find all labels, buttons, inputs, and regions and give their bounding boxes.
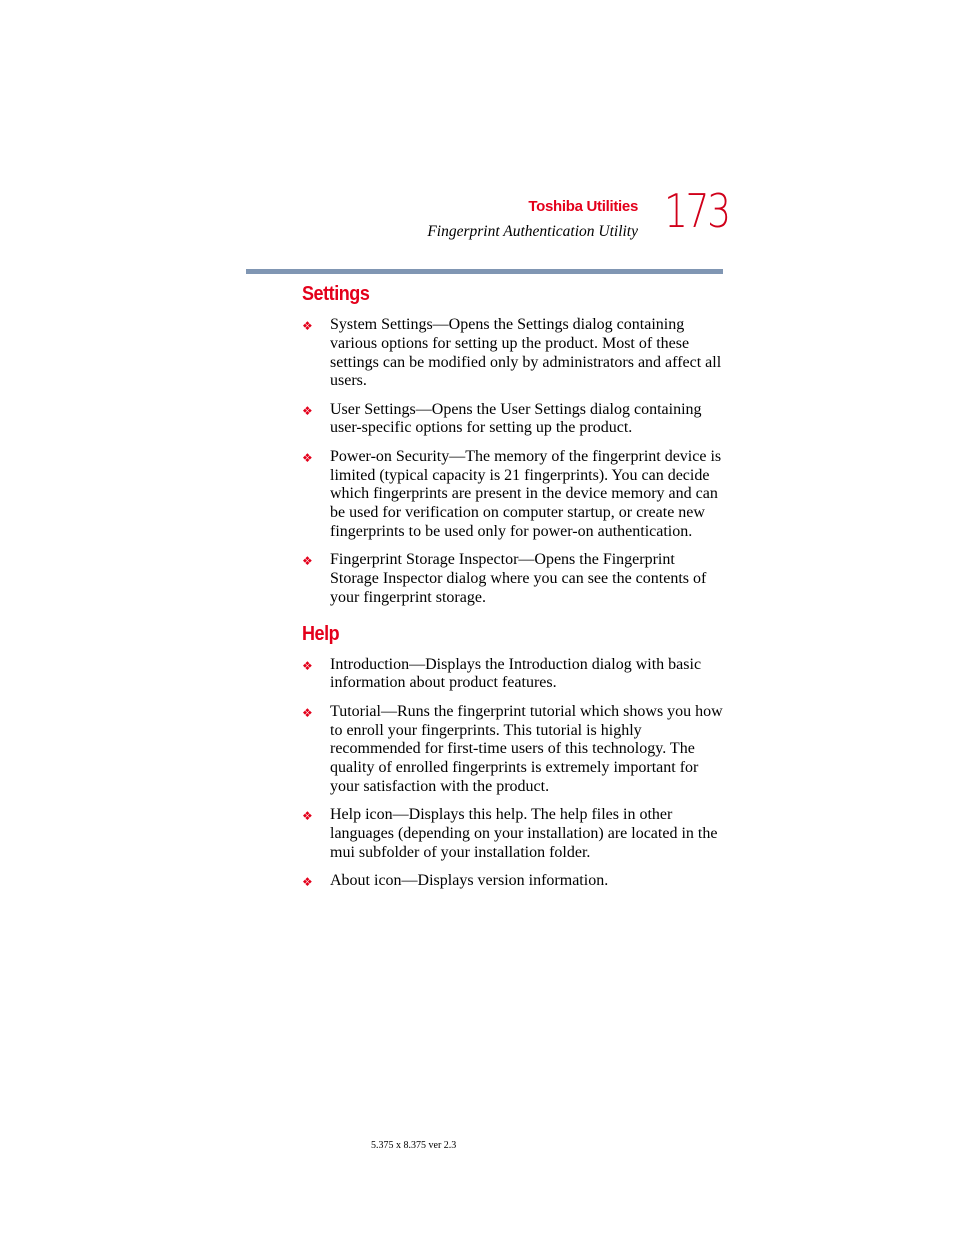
diamond-bullet-icon: ❖ <box>302 554 313 569</box>
list-item-text: About icon—Displays version information. <box>330 872 609 890</box>
list-item-text: Help icon—Displays this help. The help files in other languages (depending on your installation) are located in the mui subfolder of your installation folder. <box>330 806 718 861</box>
help-list <box>302 656 727 891</box>
list-item-text: Introduction—Displays the Introduction dialog with basic information about product features. <box>330 655 702 692</box>
list-item-text: User Settings—Opens the User Settings dialog containing user-specific options for setting up the product. <box>330 400 702 437</box>
diamond-bullet-icon: ❖ <box>302 658 313 673</box>
settings-list <box>302 316 727 608</box>
list-item <box>302 703 727 797</box>
page-number: 173 <box>664 184 729 238</box>
list-item-text: Power-on Security—The memory of the fingerprint device is limited (typical capacity is 21 fingerprints). You can decide which fingerprints are present in the device memory and can be used for verification on computer startup, or create new fingerprints to be used only for power-on authentication. <box>330 447 722 540</box>
help-section <box>302 620 727 891</box>
diamond-bullet-icon: ❖ <box>302 875 313 890</box>
list-item <box>302 806 727 862</box>
footer-version: 5.375 x 8.375 ver 2.3 <box>371 1140 457 1151</box>
running-header-chapter: Fingerprint Authentication Utility <box>427 223 638 240</box>
list-item-text: Tutorial—Runs the fingerprint tutorial which shows you how to enroll your fingerprints. This tutorial is highly recommended for first-time users of this technology. The quality of enrolled fingerprints is extremely important for your satisfaction with the product. <box>330 702 723 795</box>
list-item-text: System Settings—Opens the Settings dialog containing various options for setting up the product. Most of these settings can be modified only by administrators and affect all users. <box>330 316 722 390</box>
running-header-section: Toshiba Utilities <box>528 198 638 215</box>
list-item <box>302 551 727 607</box>
settings-section <box>302 280 727 608</box>
settings-heading: Settings <box>302 283 370 305</box>
list-item <box>302 448 727 542</box>
list-item <box>302 872 727 891</box>
list-item <box>302 401 727 439</box>
diamond-bullet-icon: ❖ <box>302 450 313 465</box>
diamond-bullet-icon: ❖ <box>302 809 313 824</box>
header-rule <box>246 269 723 274</box>
diamond-bullet-icon: ❖ <box>302 319 313 333</box>
list-item <box>302 656 727 694</box>
page-content <box>302 280 727 900</box>
list-item-text: Fingerprint Storage Inspector—Opens the Fingerprint Storage Inspector dialog where you can see the contents of your fingerprint storage. <box>330 551 707 606</box>
diamond-bullet-icon: ❖ <box>302 705 313 720</box>
list-item <box>302 316 727 391</box>
diamond-bullet-icon: ❖ <box>302 403 313 418</box>
help-heading: Help <box>302 622 340 645</box>
